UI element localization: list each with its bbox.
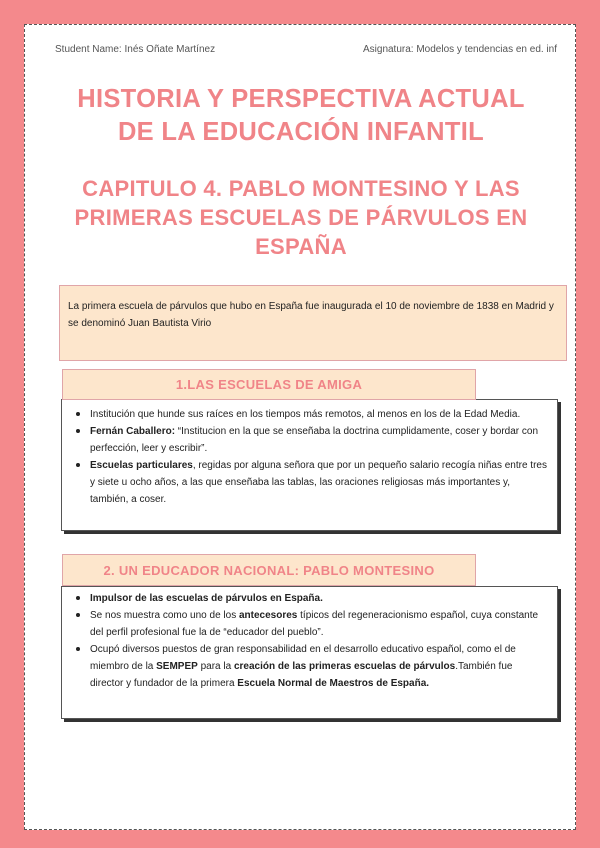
list-item: Ocupó diversos puestos de gran responsabilidad en el desarrollo educativo español, como el de miembro de la SEMPEP para la creación de las primeras escuelas de párvulos.También fue director y fundador de la primera Escuela Normal de Maestros de España.: [90, 641, 547, 692]
title-line-1: HISTORIA Y PERSPECTIVA ACTUAL: [77, 85, 525, 113]
student-name: Student Name: Inés Oñate Martínez: [55, 44, 216, 55]
chapter-title-line-3: ESPAÑA: [255, 234, 347, 259]
section-1-box: [61, 399, 558, 531]
title-line-2: DE LA EDUCACIÓN INFANTIL: [117, 118, 485, 146]
page-title: [25, 83, 577, 149]
section-2-box: [61, 586, 558, 719]
document-page: [24, 24, 576, 830]
list-item: Se nos muestra como uno de los antecesores típicos del regeneracionismo español, cuya constante del perfil profesional fue la de “educador del pueblo”.: [90, 607, 547, 641]
chapter-title-line-1: CAPITULO 4. PABLO MONTESINO Y LAS: [82, 176, 520, 201]
list-item: Institución que hunde sus raíces en los tiempos más remotos, al menos en los de la Edad Media.: [90, 406, 547, 423]
section-1-title: 1.LAS ESCUELAS DE AMIGA: [62, 369, 476, 400]
chapter-title: [25, 174, 577, 261]
list-item: Fernán Caballero: “Institucion en la que se enseñaba la doctrina cumplidamente, coser y bordar con perfección, leer y escribir”.: [90, 423, 547, 457]
chapter-title-line-2: PRIMERAS ESCUELAS DE PÁRVULOS EN: [74, 205, 528, 230]
subject-name: Asignatura: Modelos y tendencias en ed. inf: [362, 44, 557, 55]
intro-box: La primera escuela de párvulos que hubo en España fue inaugurada el 10 de noviembre de 1838 en Madrid y se denominó Juan Bautista Virio: [59, 285, 567, 361]
section-2-title: 2. UN EDUCADOR NACIONAL: PABLO MONTESINO: [62, 554, 476, 586]
list-item: Impulsor de las escuelas de párvulos en España.: [90, 590, 547, 607]
list-item: Escuelas particulares, regidas por alguna señora que por un pequeño salario recogía niñas entre tres y siete u ocho años, a las que enseñaba las tablas, las oraciones religiosas más importantes y, también, a coser.: [90, 457, 547, 508]
